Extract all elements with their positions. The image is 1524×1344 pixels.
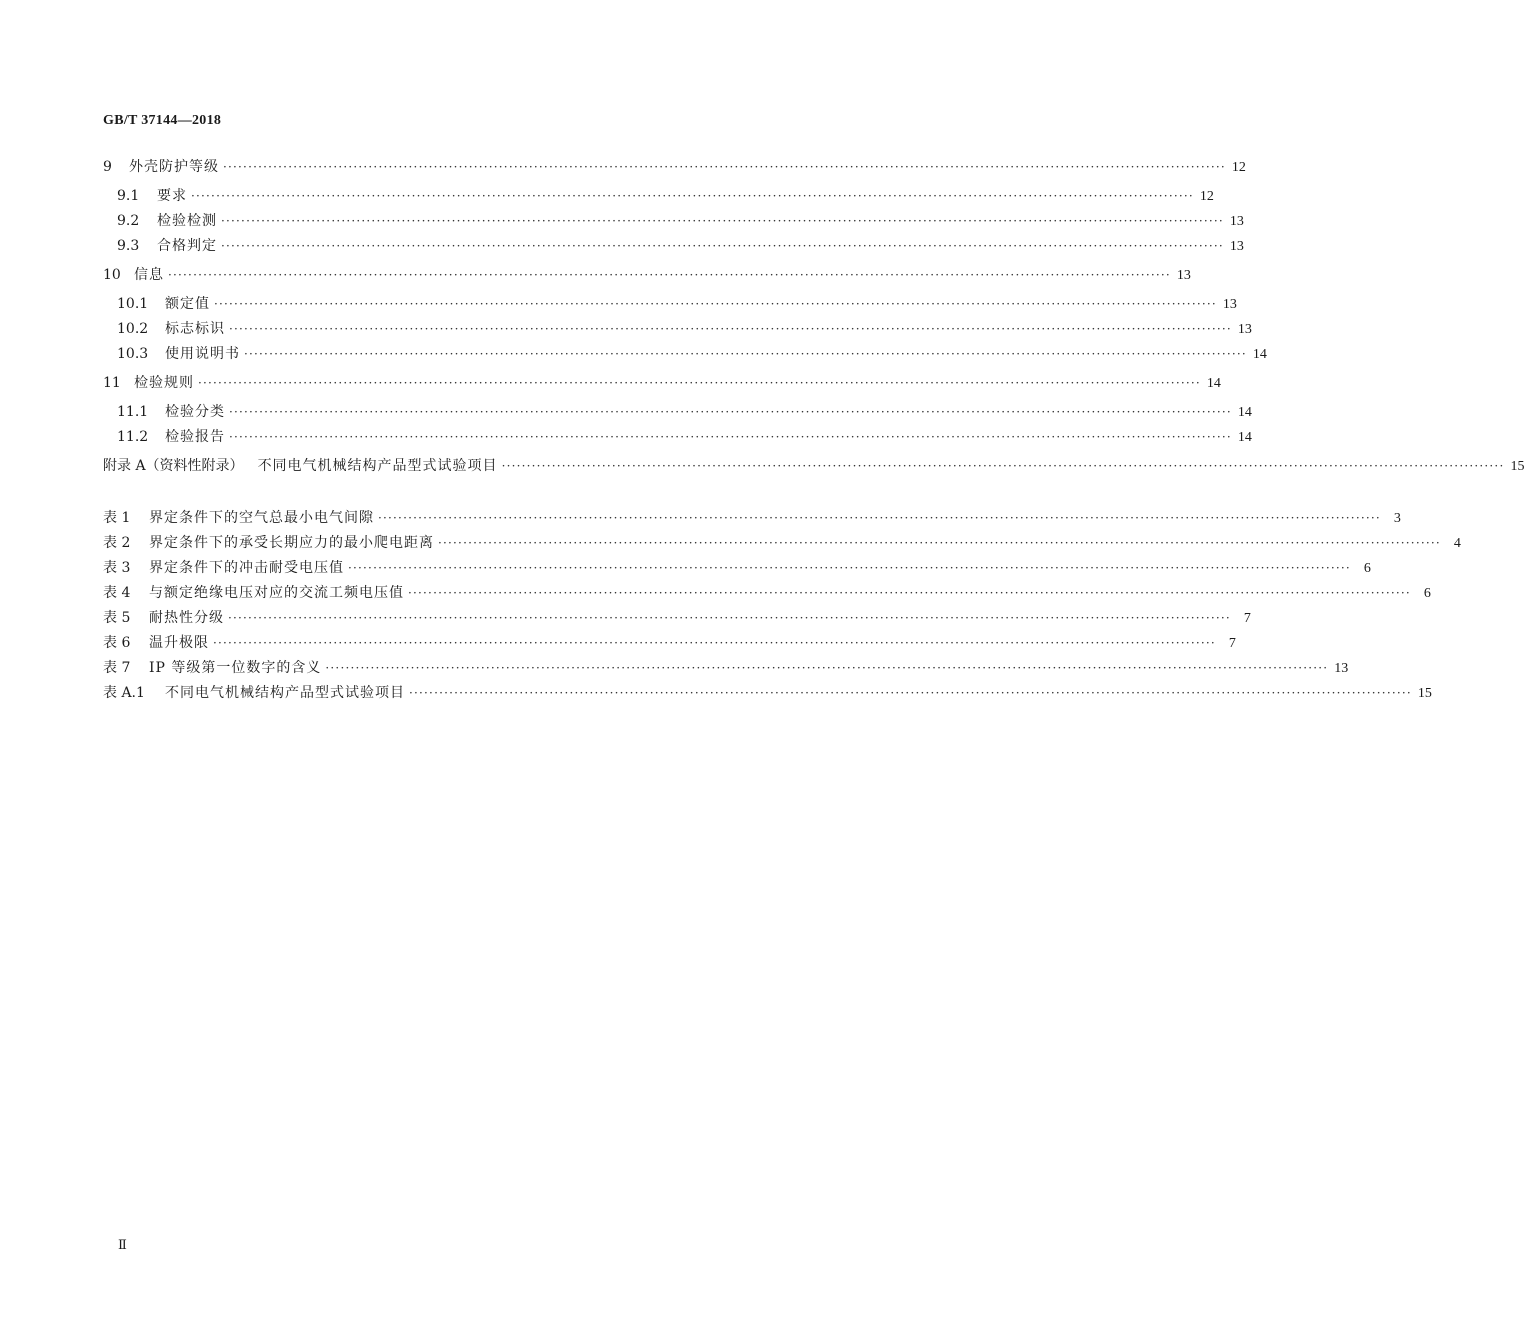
document-code: GB/T 37144—2018 — [103, 113, 222, 128]
dot-leader: ········································································································································································································ — [325, 661, 1329, 675]
dot-leader: ········································································································································································································ — [223, 160, 1226, 174]
toc-entry-appendix[interactable] — [103, 455, 1524, 477]
toc-entry[interactable] — [117, 185, 1214, 207]
table-entry[interactable] — [103, 557, 1371, 579]
dot-leader: ········································································································································································································ — [409, 686, 1412, 700]
table-entry-title: 与额定绝缘电压对应的交流工频电压值 — [149, 585, 404, 601]
table-entry-title: 界定条件下的空气总最小电气间隙 — [149, 510, 374, 526]
table-entry[interactable] — [103, 632, 1236, 654]
table-entry-number: 表 2 — [103, 535, 131, 551]
toc-entry-page: 15 — [1510, 459, 1524, 474]
dot-leader: ········································································································································································································ — [213, 636, 1216, 650]
toc-entry-title: 检验检测 — [157, 213, 217, 229]
table-entry-number: 表 4 — [103, 585, 131, 601]
dot-leader: ········································································································································································································ — [408, 586, 1411, 600]
table-entry[interactable] — [103, 657, 1349, 679]
dot-leader: ········································································································································································································ — [168, 268, 1171, 282]
toc-entry-number: 11.2 — [117, 429, 149, 445]
table-entry-page: 6 — [1363, 561, 1371, 576]
table-entry-page: 15 — [1417, 686, 1432, 701]
toc-entry-number: 9 — [103, 159, 112, 175]
table-entry-title: 耐热性分级 — [149, 610, 224, 626]
toc-entry[interactable] — [103, 264, 1191, 286]
toc-entry-title: 合格判定 — [157, 238, 217, 254]
dot-leader: ········································································································································································································ — [229, 322, 1232, 336]
toc-entry-number: 9.3 — [117, 238, 140, 254]
toc-entry-title: 要求 — [157, 188, 187, 204]
dot-leader: ········································································································································································································ — [191, 189, 1194, 203]
toc-entry-title: 检验报告 — [165, 429, 225, 445]
table-entry[interactable] — [103, 582, 1431, 604]
dot-leader: ········································································································································································································ — [221, 214, 1224, 228]
table-entry-page: 3 — [1393, 511, 1401, 526]
toc-entry-page: 13 — [1237, 322, 1252, 337]
dot-leader: ········································································································································································································ — [348, 561, 1351, 575]
toc-entry-page: 14 — [1237, 430, 1252, 445]
table-entry-page: 4 — [1453, 536, 1461, 551]
toc-entry-title: 检验分类 — [165, 404, 225, 420]
toc-entry-title: 检验规则 — [134, 375, 194, 391]
table-entry-page: 7 — [1228, 636, 1236, 651]
toc-entry[interactable] — [103, 156, 1246, 178]
toc-entry-number: 附录 A（资料性附录） — [103, 458, 244, 474]
toc-entry-title: 标志标识 — [165, 321, 225, 337]
toc-entry-page: 13 — [1222, 297, 1237, 312]
dot-leader: ········································································································································································································ — [198, 376, 1201, 390]
table-entry[interactable] — [103, 532, 1461, 554]
table-entry-title: 界定条件下的承受长期应力的最小爬电距离 — [149, 535, 434, 551]
dot-leader: ········································································································································································································ — [501, 459, 1505, 473]
table-entry-number: 表 1 — [103, 510, 131, 526]
toc-entry[interactable] — [117, 293, 1237, 315]
table-entry-page: 13 — [1334, 661, 1349, 676]
toc-entry[interactable] — [117, 210, 1244, 232]
dot-leader: ········································································································································································································ — [244, 347, 1247, 361]
table-entry-number: 表 7 — [103, 660, 131, 676]
toc-entry[interactable] — [117, 426, 1252, 448]
dot-leader: ········································································································································································································ — [228, 611, 1231, 625]
table-entry-page: 6 — [1423, 586, 1431, 601]
toc-entry-page: 14 — [1252, 347, 1267, 362]
toc-entry-number: 10 — [103, 267, 121, 283]
dot-leader: ········································································································································································································ — [229, 430, 1232, 444]
table-entry-number: 表 A.1 — [103, 685, 145, 701]
table-entry[interactable] — [103, 607, 1251, 629]
toc-entry[interactable] — [117, 235, 1244, 257]
toc-entry-number: 11.1 — [117, 404, 149, 420]
toc-entry-page: 12 — [1199, 189, 1214, 204]
table-entry-number: 表 3 — [103, 560, 131, 576]
toc-entry-number: 10.2 — [117, 321, 149, 337]
toc-entry-page: 14 — [1206, 376, 1221, 391]
toc-entry[interactable] — [117, 401, 1252, 423]
toc-entry-page: 13 — [1229, 239, 1244, 254]
dot-leader: ········································································································································································································ — [229, 405, 1232, 419]
table-entry[interactable] — [103, 507, 1401, 529]
table-entry-title: IP 等级第一位数字的含义 — [149, 660, 322, 676]
dot-leader: ········································································································································································································ — [378, 511, 1381, 525]
toc-entry-number: 9.2 — [117, 213, 140, 229]
toc-entry-page: 12 — [1231, 160, 1246, 175]
toc-entry-title: 信息 — [134, 267, 164, 283]
table-entry-number: 表 6 — [103, 635, 131, 651]
toc-entry-title: 使用说明书 — [165, 346, 240, 362]
table-entry[interactable] — [103, 682, 1432, 704]
dot-leader: ········································································································································································································ — [214, 297, 1217, 311]
toc-entry-title: 额定值 — [165, 296, 210, 312]
toc-entry-page: 13 — [1229, 214, 1244, 229]
toc-entry-page: 14 — [1237, 405, 1252, 420]
toc-entry-title: 不同电气机械结构产品型式试验项目 — [257, 458, 498, 474]
toc-entry-number: 10.1 — [117, 296, 149, 312]
table-entry-number: 表 5 — [103, 610, 131, 626]
table-entry-page: 7 — [1243, 611, 1251, 626]
toc-entry-number: 10.3 — [117, 346, 149, 362]
toc-entry-title: 外壳防护等级 — [129, 159, 219, 175]
toc-entry[interactable] — [103, 372, 1221, 394]
table-entry-title: 温升极限 — [149, 635, 209, 651]
toc-entry-number: 9.1 — [117, 188, 140, 204]
toc-entry[interactable] — [117, 343, 1267, 365]
page-number: Ⅱ — [118, 1237, 127, 1252]
toc-entry-number: 11 — [103, 375, 121, 391]
table-entry-title: 界定条件下的冲击耐受电压值 — [149, 560, 344, 576]
dot-leader: ········································································································································································································ — [438, 536, 1441, 550]
toc-entry[interactable] — [117, 318, 1252, 340]
toc-entry-page: 13 — [1176, 268, 1191, 283]
table-entry-title: 不同电气机械结构产品型式试验项目 — [165, 685, 405, 701]
dot-leader: ········································································································································································································ — [221, 239, 1224, 253]
